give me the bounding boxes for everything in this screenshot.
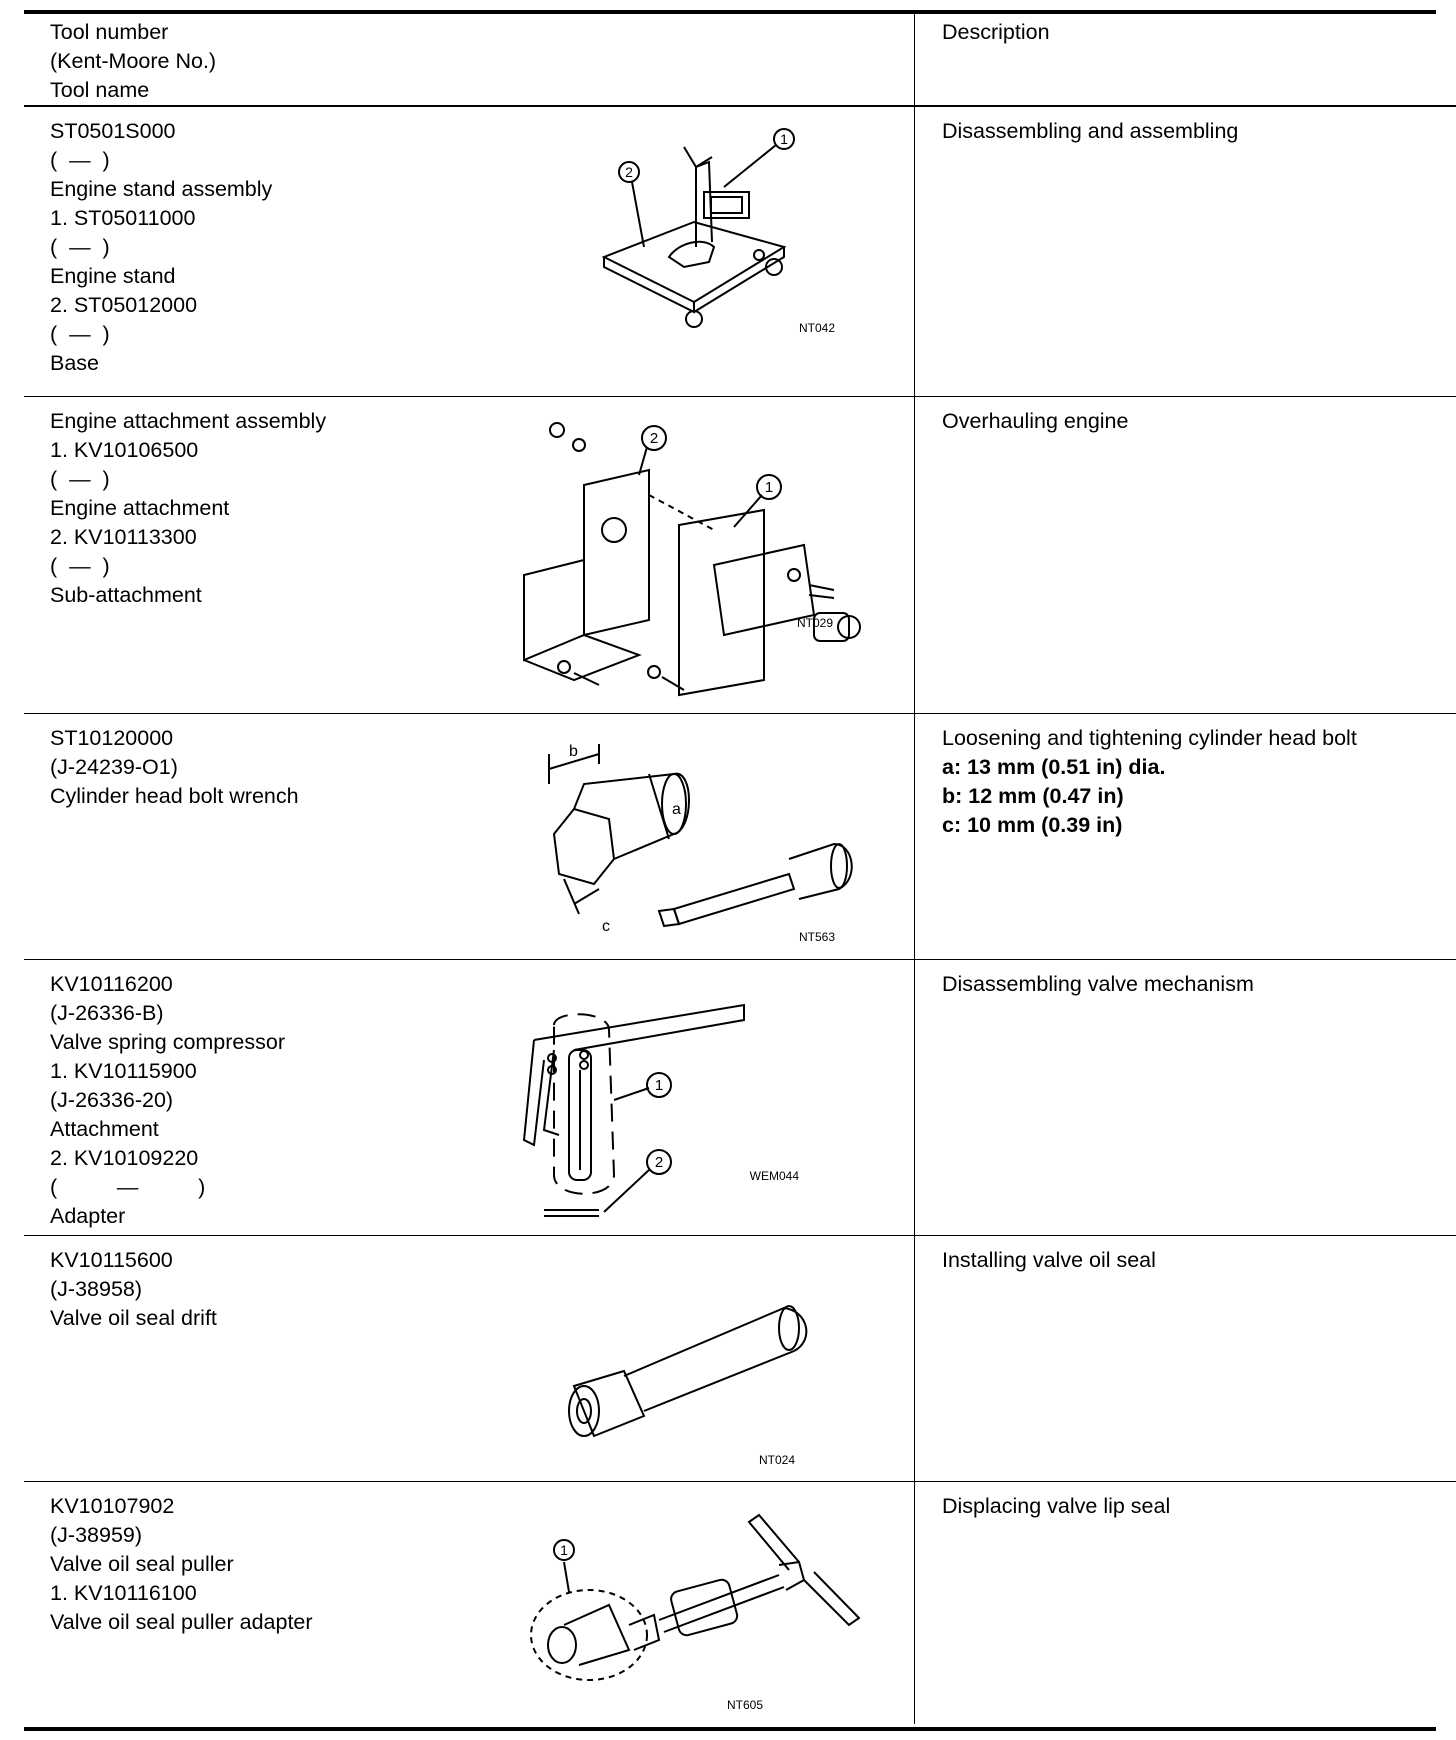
tool-lines: Engine attachment assembly 1. KV10106500 ( — ) Engine attachment 2. KV10113300 ( — ) Sub-attachment: [50, 408, 327, 607]
figure-code: NT024: [759, 1452, 796, 1467]
description-cell: [915, 1481, 1456, 1724]
valve-spring-compressor-figure: [514, 1000, 814, 1235]
dim-label-a: a: [672, 800, 681, 818]
tool-cell: [24, 713, 915, 959]
table-row: [24, 1481, 1456, 1724]
tool-lines: KV10115600 (J-38958) Valve oil seal drift: [50, 1247, 217, 1330]
table-row: [24, 396, 1456, 713]
header-tool-name: Tool name: [50, 78, 150, 102]
figure-code: NT029: [797, 615, 834, 630]
engine-stand-figure: [584, 127, 884, 337]
tool-lines: KV10116200 (J-26336-B) Valve spring compressor 1. KV10115900 (J-26336-20) Attachment 2. KV10109220 ( — ) Adapter: [50, 971, 285, 1228]
figure-code: NT605: [727, 1697, 764, 1712]
callout-1: 1: [780, 131, 788, 147]
description-text: Overhauling engine: [942, 408, 1129, 433]
description-cell: [915, 713, 1456, 959]
table-header: [24, 14, 1456, 106]
description-text: Installing valve oil seal: [942, 1247, 1156, 1272]
tool-cell: [24, 396, 915, 713]
description-cell: [915, 106, 1456, 396]
header-kent-moore: (Kent-Moore No.): [50, 49, 217, 73]
dim-label-b: b: [569, 742, 578, 760]
bottom-rule: [24, 1727, 1436, 1731]
description-cell: [915, 959, 1456, 1235]
header-description-cell: [915, 14, 1456, 106]
special-tools-page: [24, 10, 1436, 1724]
valve-oil-seal-puller-figure: [524, 1510, 884, 1720]
tool-lines: KV10107902 (J-38959) Valve oil seal puller 1. KV10116100 Valve oil seal puller adapter: [50, 1493, 313, 1634]
tool-cell: [24, 1481, 915, 1724]
tool-cell: [24, 959, 915, 1235]
valve-oil-seal-drift-figure: [554, 1286, 854, 1471]
callout-2: 2: [649, 429, 659, 447]
cylinder-head-wrench-figure: [524, 739, 904, 949]
table-row: [24, 713, 1456, 959]
callout-1: 1: [764, 478, 774, 496]
table-row: [24, 106, 1456, 396]
header-description: Description: [942, 20, 1050, 44]
description-text: Displacing valve lip seal: [942, 1493, 1171, 1518]
dim-label-c: c: [602, 917, 610, 935]
header-tool-text: [24, 14, 914, 105]
callout-1: 1: [654, 1076, 664, 1094]
figure-code: WEM044: [749, 1168, 799, 1183]
figure-code: NT563: [799, 929, 836, 944]
table-row: [24, 959, 1456, 1235]
special-tools-table: [24, 14, 1456, 1724]
tool-lines: ST0501S000 ( — ) Engine stand assembly 1. ST05011000 ( — ) Engine stand 2. ST05012000 ( — ) Base: [50, 119, 273, 375]
description-cell: [915, 396, 1456, 713]
engine-attachment-figure: [514, 415, 894, 705]
header-tool-number: Tool number: [50, 20, 169, 44]
tool-lines: ST10120000 (J-24239-O1) Cylinder head bolt wrench: [50, 725, 299, 808]
callout-2: 2: [625, 164, 633, 180]
tool-cell: [24, 1235, 915, 1481]
tool-cell: [24, 106, 915, 396]
description-cell: [915, 1235, 1456, 1481]
description-text: Disassembling and assembling: [942, 119, 1239, 143]
callout-2: 2: [654, 1153, 664, 1171]
header-tool-cell: [24, 14, 915, 106]
callout-1: 1: [560, 1541, 568, 1558]
figure-code: NT042: [799, 321, 836, 335]
description-text: Disassembling valve mechanism: [942, 971, 1254, 996]
table-row: [24, 1235, 1456, 1481]
description-text: Loosening and tightening cylinder head bolt a: 13 mm (0.51 in) dia. b: 12 mm (0.47 in) c: 10 mm (0.39 in): [942, 725, 1357, 837]
